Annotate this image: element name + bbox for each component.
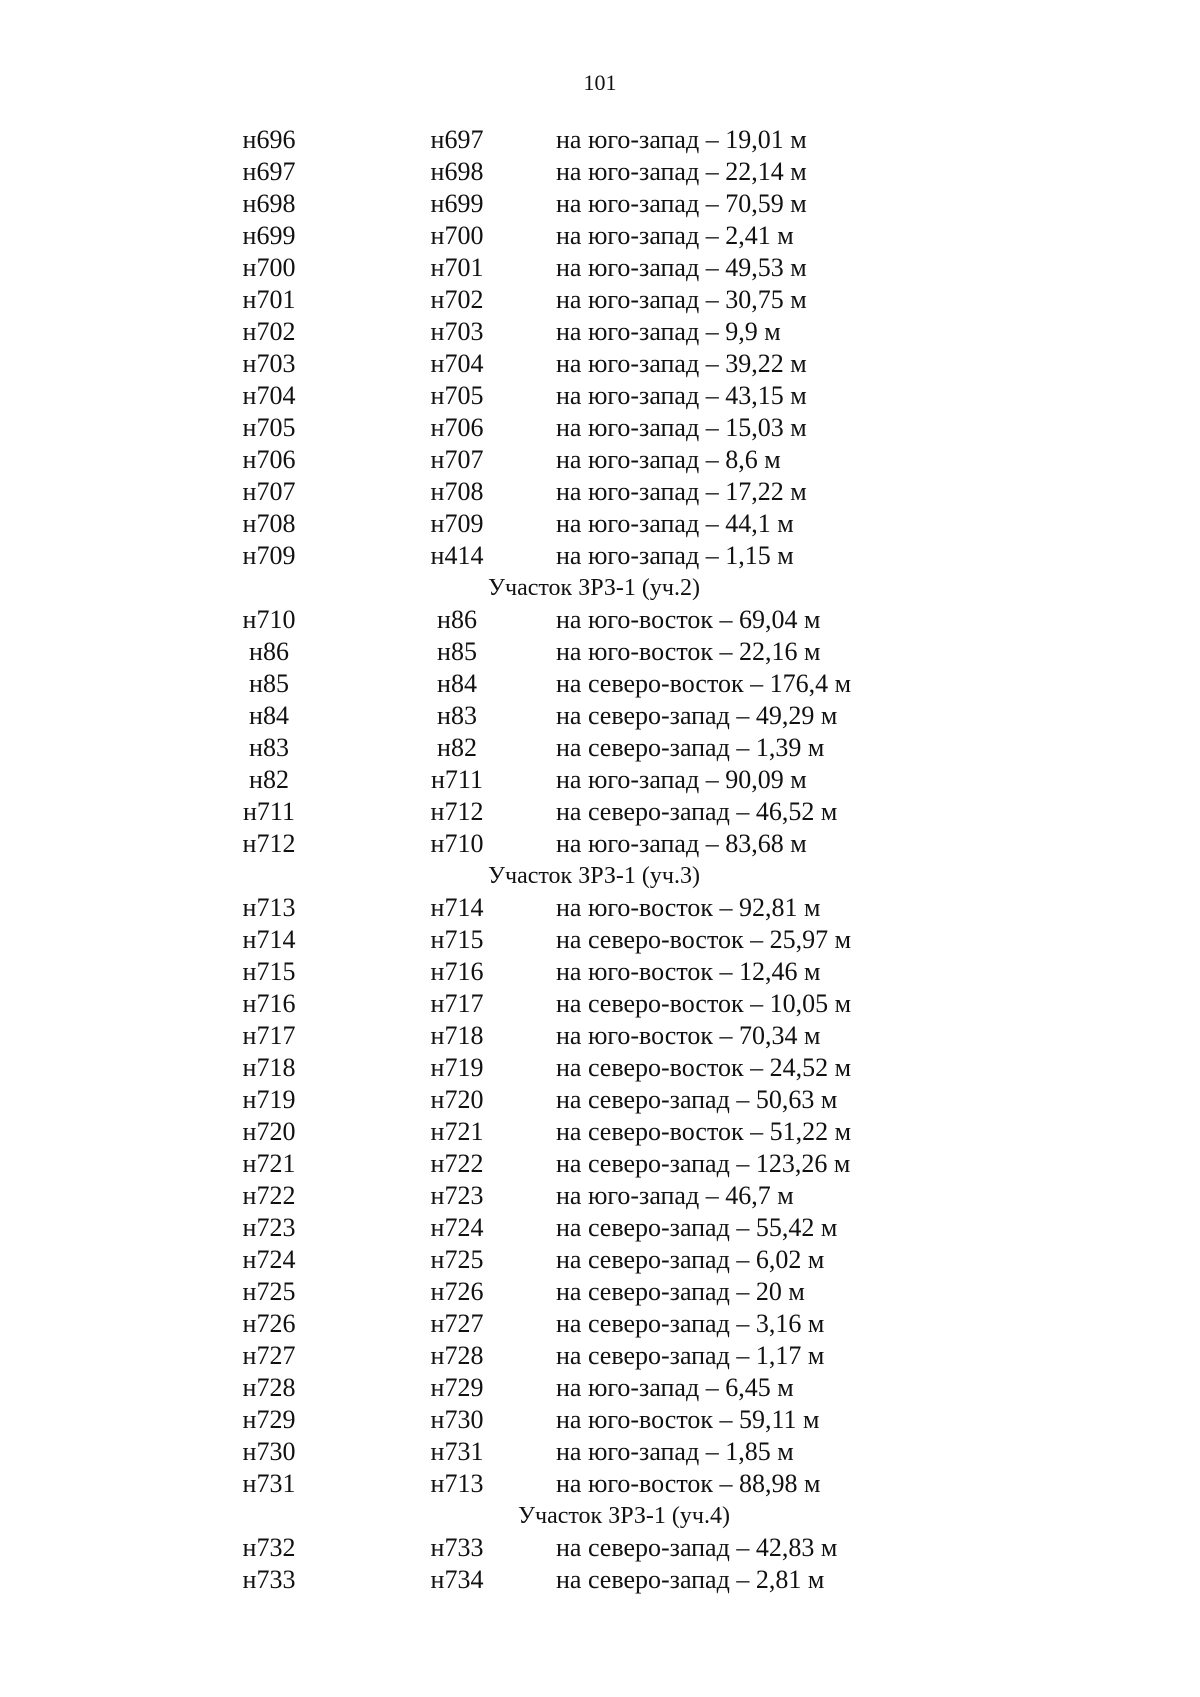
direction-distance: на северо-запад – 49,29 м (556, 701, 838, 730)
point-from: н702 (242, 317, 296, 346)
table-row (0, 1084, 1200, 1116)
direction-distance: на юго-запад – 6,45 м (556, 1373, 794, 1402)
point-to: н708 (430, 477, 484, 506)
point-to: н718 (430, 1021, 484, 1050)
point-to: н701 (430, 253, 484, 282)
point-from: н713 (242, 893, 296, 922)
direction-distance: на юго-восток – 22,16 м (556, 637, 821, 666)
point-from: н707 (242, 477, 296, 506)
direction-distance: на юго-запад – 43,15 м (556, 381, 807, 410)
point-from: н85 (249, 669, 289, 698)
table-row (0, 1468, 1200, 1500)
point-to: н698 (430, 157, 484, 186)
table-row (0, 220, 1200, 252)
point-to: н731 (430, 1437, 484, 1466)
table-row (0, 156, 1200, 188)
table-row (0, 604, 1200, 636)
point-to: н84 (437, 669, 477, 698)
table-row (0, 924, 1200, 956)
direction-distance: на северо-восток – 176,4 м (556, 669, 852, 698)
direction-distance: на северо-запад – 55,42 м (556, 1213, 838, 1242)
point-from: н716 (242, 989, 296, 1018)
point-from: н721 (242, 1149, 296, 1178)
table-row (0, 988, 1200, 1020)
direction-distance: на юго-запад – 44,1 м (556, 509, 794, 538)
point-from: н729 (242, 1405, 296, 1434)
point-to: н707 (430, 445, 484, 474)
point-to: н721 (430, 1117, 484, 1146)
point-from: н718 (242, 1053, 296, 1082)
direction-distance: на юго-запад – 15,03 м (556, 413, 807, 442)
point-from: н709 (242, 541, 296, 570)
direction-distance: на северо-запад – 46,52 м (556, 797, 838, 826)
table-row (0, 1212, 1200, 1244)
table-row (0, 764, 1200, 796)
point-from: н703 (242, 349, 296, 378)
point-to: н714 (430, 893, 484, 922)
table-row (0, 124, 1200, 156)
table-row (0, 252, 1200, 284)
point-to: н734 (430, 1565, 484, 1594)
table-row (0, 1020, 1200, 1052)
section-heading-row (0, 860, 1200, 892)
table-row (0, 1564, 1200, 1596)
direction-distance: на северо-восток – 10,05 м (556, 989, 852, 1018)
section-title: Участок ЗРЗ-1 (уч.2) (488, 575, 700, 601)
point-to: н717 (430, 989, 484, 1018)
point-from: н84 (249, 701, 289, 730)
direction-distance: на юго-запад – 1,15 м (556, 541, 794, 570)
point-from: н732 (242, 1533, 296, 1562)
point-to: н719 (430, 1053, 484, 1082)
direction-distance: на юго-запад – 70,59 м (556, 189, 807, 218)
direction-distance: на северо-запад – 50,63 м (556, 1085, 838, 1114)
point-from: н706 (242, 445, 296, 474)
point-to: н711 (431, 765, 483, 794)
table-row (0, 796, 1200, 828)
direction-distance: на юго-запад – 8,6 м (556, 445, 781, 474)
point-to: н726 (430, 1277, 484, 1306)
point-to: н727 (430, 1309, 484, 1338)
direction-distance: на юго-запад – 83,68 м (556, 829, 807, 858)
direction-distance: на юго-запад – 30,75 м (556, 285, 807, 314)
point-to: н712 (430, 797, 484, 826)
point-from: н715 (242, 957, 296, 986)
point-from: н731 (242, 1469, 296, 1498)
page-number: 101 (583, 70, 617, 95)
table-row (0, 1308, 1200, 1340)
point-from: н711 (243, 797, 295, 826)
table-row (0, 412, 1200, 444)
table-row (0, 540, 1200, 572)
direction-distance: на юго-запад – 39,22 м (556, 349, 807, 378)
table-row (0, 1340, 1200, 1372)
direction-distance: на северо-восток – 51,22 м (556, 1117, 852, 1146)
point-to: н82 (437, 733, 477, 762)
point-from: н730 (242, 1437, 296, 1466)
table-row (0, 348, 1200, 380)
point-to: н706 (430, 413, 484, 442)
table-row (0, 476, 1200, 508)
point-to: н703 (430, 317, 484, 346)
point-to: н733 (430, 1533, 484, 1562)
table-row (0, 892, 1200, 924)
point-from: н727 (242, 1341, 296, 1370)
point-from: н724 (242, 1245, 296, 1274)
table-row (0, 444, 1200, 476)
point-from: н710 (242, 605, 296, 634)
direction-distance: на юго-запад – 17,22 м (556, 477, 807, 506)
point-to: н728 (430, 1341, 484, 1370)
point-to: н724 (430, 1213, 484, 1242)
table-row (0, 1532, 1200, 1564)
table-row (0, 732, 1200, 764)
direction-distance: на юго-запад – 22,14 м (556, 157, 807, 186)
direction-distance: на юго-запад – 46,7 м (556, 1181, 794, 1210)
table-row (0, 284, 1200, 316)
point-from: н701 (242, 285, 296, 314)
point-to: н414 (430, 541, 484, 570)
point-from: н720 (242, 1117, 296, 1146)
point-from: н82 (249, 765, 289, 794)
direction-distance: на северо-запад – 42,83 м (556, 1533, 838, 1562)
table-row (0, 828, 1200, 860)
direction-distance: на северо-запад – 3,16 м (556, 1309, 825, 1338)
table-row (0, 1436, 1200, 1468)
point-from: н725 (242, 1277, 296, 1306)
direction-distance: на северо-запад – 123,26 м (556, 1149, 851, 1178)
direction-distance: на северо-запад – 1,17 м (556, 1341, 825, 1370)
point-from: н733 (242, 1565, 296, 1594)
point-from: н86 (249, 637, 289, 666)
table-row (0, 1116, 1200, 1148)
table-row (0, 956, 1200, 988)
point-to: н699 (430, 189, 484, 218)
point-from: н83 (249, 733, 289, 762)
table-row (0, 668, 1200, 700)
direction-distance: на юго-восток – 92,81 м (556, 893, 821, 922)
direction-distance: на юго-запад – 19,01 м (556, 125, 807, 154)
direction-distance: на юго-запад – 90,09 м (556, 765, 807, 794)
point-from: н704 (242, 381, 296, 410)
point-to: н704 (430, 349, 484, 378)
point-to: н85 (437, 637, 477, 666)
point-to: н705 (430, 381, 484, 410)
point-to: н713 (430, 1469, 484, 1498)
table-row (0, 508, 1200, 540)
direction-distance: на юго-запад – 1,85 м (556, 1437, 794, 1466)
direction-distance: на юго-восток – 88,98 м (556, 1469, 821, 1498)
boundary-table (0, 124, 1200, 1596)
direction-distance: на юго-запад – 9,9 м (556, 317, 781, 346)
table-row (0, 1244, 1200, 1276)
point-to: н723 (430, 1181, 484, 1210)
point-to: н722 (430, 1149, 484, 1178)
point-from: н726 (242, 1309, 296, 1338)
section-heading-row (0, 572, 1200, 604)
point-from: н698 (242, 189, 296, 218)
section-title: Участок ЗРЗ-1 (уч.3) (488, 863, 700, 889)
direction-distance: на северо-запад – 20 м (556, 1277, 805, 1306)
point-to: н700 (430, 221, 484, 250)
point-from: н700 (242, 253, 296, 282)
point-from: н699 (242, 221, 296, 250)
point-to: н83 (437, 701, 477, 730)
table-row (0, 188, 1200, 220)
point-from: н728 (242, 1373, 296, 1402)
point-from: н719 (242, 1085, 296, 1114)
direction-distance: на северо-запад – 2,81 м (556, 1565, 825, 1594)
table-row (0, 1148, 1200, 1180)
point-from: н712 (242, 829, 296, 858)
point-to: н702 (430, 285, 484, 314)
point-from: н705 (242, 413, 296, 442)
table-row (0, 1180, 1200, 1212)
direction-distance: на юго-запад – 2,41 м (556, 221, 794, 250)
point-from: н708 (242, 509, 296, 538)
point-to: н725 (430, 1245, 484, 1274)
point-from: н697 (242, 157, 296, 186)
direction-distance: на северо-восток – 24,52 м (556, 1053, 852, 1082)
table-row (0, 380, 1200, 412)
point-to: н715 (430, 925, 484, 954)
point-to: н729 (430, 1373, 484, 1402)
point-from: н723 (242, 1213, 296, 1242)
table-row (0, 316, 1200, 348)
direction-distance: на северо-запад – 1,39 м (556, 733, 825, 762)
table-row (0, 1404, 1200, 1436)
table-row (0, 1052, 1200, 1084)
point-from: н696 (242, 125, 296, 154)
point-to: н730 (430, 1405, 484, 1434)
table-row (0, 700, 1200, 732)
direction-distance: на юго-восток – 69,04 м (556, 605, 821, 634)
table-row (0, 1372, 1200, 1404)
table-row (0, 1276, 1200, 1308)
direction-distance: на юго-восток – 59,11 м (556, 1405, 820, 1434)
section-heading-row (0, 1500, 1200, 1532)
point-to: н720 (430, 1085, 484, 1114)
point-to: н86 (437, 605, 477, 634)
direction-distance: на юго-восток – 12,46 м (556, 957, 821, 986)
point-to: н716 (430, 957, 484, 986)
direction-distance: на северо-запад – 6,02 м (556, 1245, 825, 1274)
point-from: н717 (242, 1021, 296, 1050)
direction-distance: на юго-запад – 49,53 м (556, 253, 807, 282)
direction-distance: на юго-восток – 70,34 м (556, 1021, 821, 1050)
point-to: н697 (430, 125, 484, 154)
point-from: н722 (242, 1181, 296, 1210)
direction-distance: на северо-восток – 25,97 м (556, 925, 852, 954)
point-from: н714 (242, 925, 296, 954)
point-to: н710 (430, 829, 484, 858)
table-row (0, 636, 1200, 668)
point-to: н709 (430, 509, 484, 538)
section-title: Участок ЗРЗ-1 (уч.4) (518, 1503, 730, 1529)
